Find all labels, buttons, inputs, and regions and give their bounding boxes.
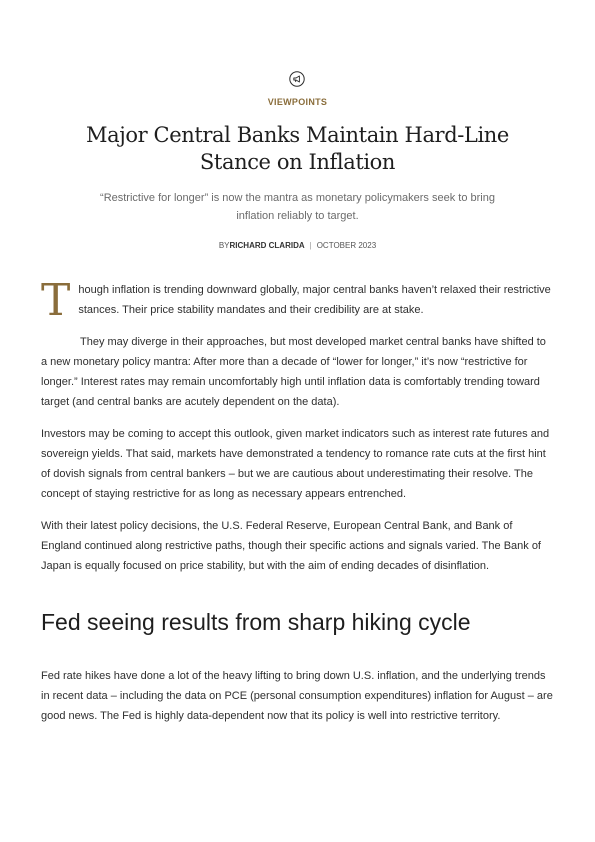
byline-separator: | (309, 241, 312, 250)
article-title: Major Central Banks Maintain Hard-Line Stance on Inflation (86, 123, 509, 174)
megaphone-icon (289, 71, 305, 87)
paragraph-5: Fed rate hikes have done a lot of the heavy lifting to bring down U.S. inflation, and the underlying trends in recent data – including the data on PCE (personal consumption expenditures) inflation for August – are good news. The Fed is highly data-dependent now that its policy is well into restrictive territory. (41, 670, 553, 722)
intro-paragraph (41, 275, 553, 326)
publish-date: OCTOBER 2023 (316, 241, 377, 250)
byline (0, 241, 595, 250)
drop-cap: T (41, 275, 71, 326)
paragraph-4: With their latest policy decisions, the U.S. Federal Reserve, European Central Bank, and Bank of England continued along restrictive paths, though their specific actions and signals varied. The Bank of Japan is equally focused on price stability, but with the aim of ending decades of disinflation. (41, 520, 541, 572)
article-subtitle: “Restrictive for longer” is now the mantra as monetary policymakers seek to bring inflation reliably to target. (100, 192, 495, 222)
author-name[interactable]: RICHARD CLARIDA (229, 241, 305, 250)
byline-prefix: BY (218, 241, 230, 250)
intro-text: hough inflation is trending downward globally, major central banks haven’t relaxed their restrictive stances. Their price stability mandates and their credibility are at stake. (78, 284, 551, 316)
paragraph-3: Investors may be coming to accept this outlook, given market indicators such as interest rate futures and sovereign yields. That said, markets have demonstrated a tendency to romance rate cuts at the first hint of dovish signals from central bankers – but we are cautious about underestimating their resolve. The concept of staying restrictive for as long as necessary appears entrenched. (41, 428, 550, 500)
article-body (41, 275, 553, 738)
section-heading: Fed seeing results from sharp hiking cycle (41, 609, 471, 635)
category-label[interactable]: VIEWPOINTS (267, 97, 328, 107)
paragraph-2: They may diverge in their approaches, but most developed market central banks have shifted to a new monetary policy mantra: After more than a decade of “lower for longer,” it’s now “restrictive for longer.” Interest rates may remain uncomfortably high until inflation data is comfortably trending toward target (and central banks are acutely dependent on the data). (41, 336, 546, 408)
